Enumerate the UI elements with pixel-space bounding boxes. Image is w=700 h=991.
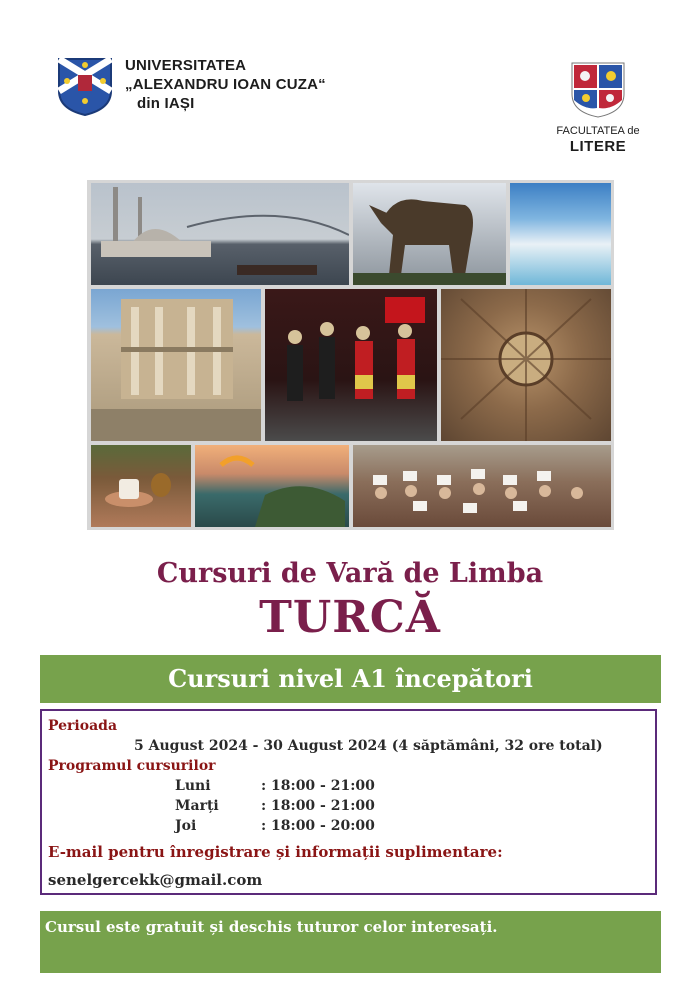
poster-title: Cursuri de Vară de Limba [156, 558, 544, 589]
photo-pamukkale [510, 183, 611, 285]
period-dates: 5 August 2024 - 30 August 2024 (4 săptămâni, 32 ore total) [134, 738, 603, 754]
free-course-text: Cursul este gratuit și deschis tuturor celor interesați. [45, 918, 498, 936]
photo-istanbul-mosque [91, 183, 349, 285]
faculty-name-line1: FACULTATEA de [556, 125, 640, 137]
photo-collage [87, 180, 614, 530]
photo-troy-horse [353, 183, 506, 285]
university-name-line2: „ALEXANDRU IOAN CUZA“ [125, 76, 326, 93]
photo-ephesus-library [91, 289, 261, 441]
period-label: Perioada [48, 718, 118, 734]
faculty-name-line2: LITERE [569, 138, 627, 155]
free-course-banner [40, 911, 661, 973]
schedule-label: Programul cursurilor [48, 758, 216, 774]
university-name-line3: din IAȘI [137, 95, 195, 112]
faculty-name [548, 124, 648, 156]
schedule-time: : 18:00 - 21:00 [261, 778, 375, 794]
schedule-day: Luni [175, 778, 211, 794]
university-name-line1: UNIVERSITATEA [125, 57, 247, 74]
photo-students-group [353, 445, 611, 527]
faculty-crest [571, 62, 625, 118]
photo-paragliding-lagoon [195, 445, 349, 527]
university-crest [57, 57, 113, 117]
level-banner [40, 655, 661, 703]
photo-fresco-dome [441, 289, 611, 441]
schedule-time: : 18:00 - 20:00 [261, 818, 375, 834]
schedule-day: Joi [175, 818, 197, 834]
university-name [125, 56, 326, 113]
photo-turkish-coffee [91, 445, 191, 527]
schedule-time: : 18:00 - 21:00 [261, 798, 375, 814]
info-box [40, 709, 657, 895]
photo-folk-dancers [265, 289, 437, 441]
email-label: E-mail pentru înregistrare și informații suplimentare: [48, 843, 503, 861]
contact-email[interactable]: senelgercekk@gmail.com [48, 871, 263, 889]
schedule-day: Marți [175, 798, 219, 814]
poster-title-language: TURCĂ [259, 592, 441, 643]
level-banner-text: Cursuri nivel A1 începători [168, 664, 533, 693]
